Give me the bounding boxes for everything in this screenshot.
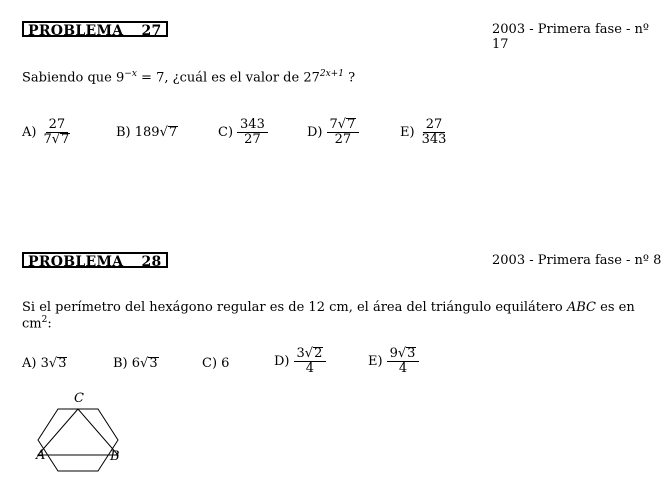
fraction: 9 √ 3 4 (387, 347, 420, 376)
problem-28-option-a: A) 3 √ 3 (22, 355, 67, 371)
fraction: 27 7 √ 7 (43, 117, 70, 147)
problem-28-source: 2003 - Primera fase - nº 8 (492, 253, 662, 268)
problem-27-option-c: C) $\frac{343}{27}$ (218, 118, 268, 147)
problem-27-option-d: D) 7 √ 7 27 (307, 118, 359, 147)
fraction: $\frac{27}{343}$ (421, 117, 447, 147)
problem-28-option-c: C) 6 (202, 356, 230, 371)
problem-28-option-d: D) 3 √ 2 4 (274, 347, 326, 376)
problem-28-label-box (22, 252, 168, 268)
problem-27-option-e: E) $\frac{27}{343}$ (400, 118, 449, 147)
problem-28-question: Si el perímetro del hexágono regular es de 12 cm, el área del triángulo equilátero ABC es en $cm^2$: (22, 300, 635, 332)
problem-27-option-b: B) 189 √ 7 (116, 124, 178, 140)
problem-27-option-a: A) 27 7 √ 7 (22, 118, 73, 147)
vertex-label-b: B (110, 449, 120, 464)
equilateral-triangle-shape (38, 409, 118, 455)
vertex-label-a: A (36, 448, 46, 463)
problem-28-option-b: B) 6 √ 3 (113, 355, 158, 371)
problem-number: 27 (141, 23, 162, 39)
problem-27-source: 2003 - Primera fase - nº 17 (492, 22, 650, 52)
hexagon-triangle-figure (30, 388, 130, 478)
fraction: $\frac{343}{27}$ (237, 118, 268, 147)
problem-27-question: Sabiendo que $9^{-x} = 7$, ¿cuál es el valor de $27^{2x+1}$ ? (22, 69, 356, 86)
problem-label: PROBLEMA (28, 23, 124, 39)
hexagon-shape (38, 409, 118, 471)
fraction: 3 √ 2 4 (294, 347, 327, 376)
problem-28-option-e: E) 9 √ 3 4 (368, 347, 419, 376)
vertex-label-c: C (74, 391, 84, 406)
fraction: 7 √ 7 27 (327, 118, 360, 147)
problem-label: PROBLEMA (28, 254, 124, 270)
problem-number: 28 (141, 254, 162, 270)
problem-27-label-box (22, 21, 168, 37)
